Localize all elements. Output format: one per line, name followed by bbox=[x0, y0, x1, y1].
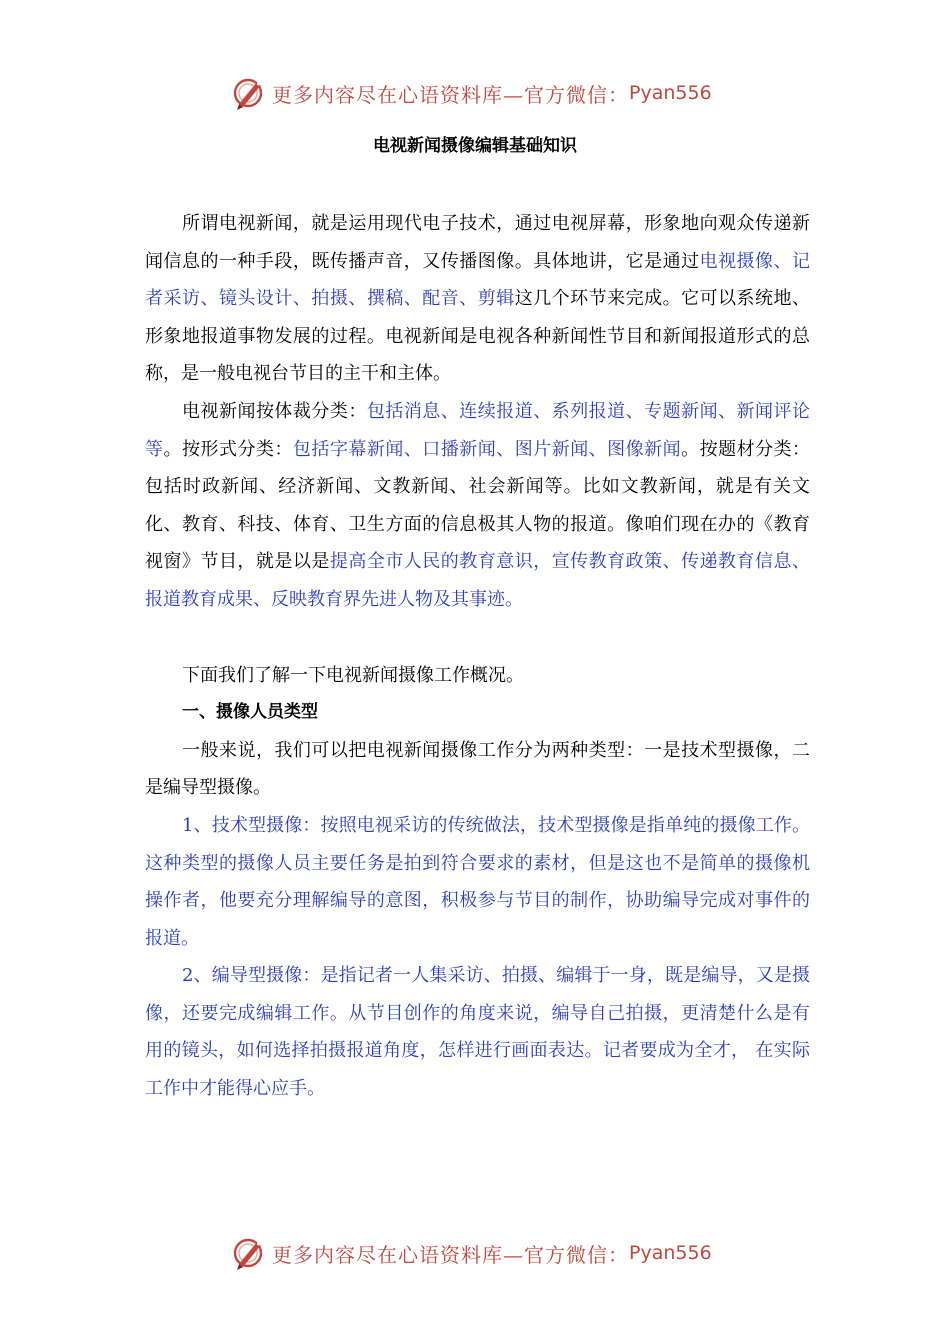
paragraph-classification bbox=[145, 393, 810, 619]
banner-wechat-handle: Pyan556 bbox=[629, 82, 712, 104]
paragraph-types: 一般来说，我们可以把电视新闻摄像工作分为两种类型：一是技术型摄像，二是编导型摄像。 bbox=[145, 739, 810, 799]
text-run: 。按形式分类： bbox=[163, 438, 293, 460]
paragraph-director: 2、编导型摄像：是指记者一人集采访、拍摄、编辑于一身，既是编导，又是摄像，还要完成编辑工作。从节目创作的角度来说，编导自己拍摄，更清楚什么是有用的镜头，如何选择拍摄报道角度，怎样进行画面表达。记者要成为全才， 在实际工作中才能得心应手。 bbox=[145, 965, 810, 1100]
highlight-text: 包括消息、连续报道、系列报道、专题新闻、新闻评论等 bbox=[145, 400, 811, 460]
header-banner bbox=[230, 73, 750, 113]
highlight-text: 包括字幕新闻、口播新闻、图片新闻、图像新闻 bbox=[292, 438, 682, 460]
text-run: 电视新闻按体裁分类： bbox=[182, 400, 367, 422]
pen-logo-icon bbox=[230, 1233, 270, 1273]
banner-wechat-handle: Pyan556 bbox=[629, 1242, 712, 1264]
text-run: 所谓电视新闻，就是运用现代电子技术，通过电视屏幕，形象地向观众传递新闻信息的一种手段，既传播声音，又传播图像。具体地讲，它是通过 bbox=[145, 213, 810, 272]
paragraph-overview: 下面我们了解一下电视新闻摄像工作概况。 bbox=[182, 664, 524, 686]
paragraph-technical: 1、技术型摄像：按照电视采访的传统做法，技术型摄像是指单纯的摄像工作。这种类型的摄像人员主要任务是拍到符合要求的素材，但是这也不是简单的摄像机操作者，他要充分理解编导的意图，积极参与节目的制作，协助编导完成对事件的报道。 bbox=[145, 814, 810, 949]
banner-text: 更多内容尽在心语资料库—官方微信： bbox=[272, 82, 629, 107]
footer-banner bbox=[230, 1233, 750, 1273]
text-run: 。按题材分类：包括时政新闻、经济新闻、文教新闻、社会新闻等。比如文教新闻，就是有关文化、教育、科技、体育、卫生方面的信息极其人物的报道。像咱们现在办的《教育视窗》节目，就是以是 bbox=[145, 438, 811, 573]
pen-logo-icon bbox=[230, 73, 270, 113]
banner-text: 更多内容尽在心语资料库—官方微信： bbox=[272, 1242, 629, 1267]
paragraph-intro bbox=[145, 205, 810, 393]
highlight-text: 提高全市人民的教育意识，宣传教育政策、传递教育信息、报道教育成果、反映教育界先进人物及其事迹。 bbox=[145, 551, 810, 610]
section-heading: 一、摄像人员类型 bbox=[182, 702, 318, 723]
highlight-text: 电视摄像、记者采访、镜头设计、拍摄、撰稿、配音、剪辑 bbox=[145, 250, 811, 310]
document-title: 电视新闻摄像编辑基础知识 bbox=[373, 136, 577, 156]
document-body bbox=[145, 205, 810, 1108]
text-run: 这几个环节来完成。它可以系统地、形象地报道事物发展的过程。电视新闻是电视各种新闻性节目和新闻报道形式的总称，是一般电视台节目的主干和主体。 bbox=[145, 288, 811, 385]
